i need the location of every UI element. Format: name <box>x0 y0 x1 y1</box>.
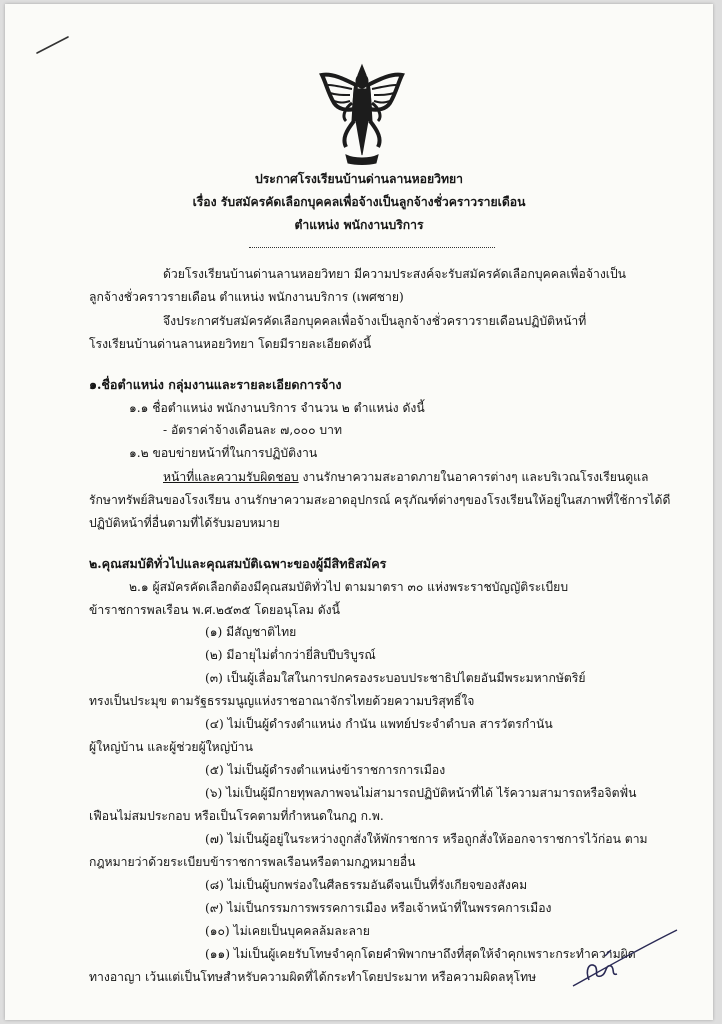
pen-mark <box>35 34 71 56</box>
announcement-subject: เรื่อง รับสมัครคัดเลือกบุคคลเพื่อจ้างเป็นลูกจ้างชั่วคราวรายเดือน <box>192 195 526 209</box>
duties-line: รักษาทรัพย์สินของโรงเรียน งานรักษาความสะอาดอุปกรณ์ ครุภัณฑ์ต่างๆของโรงเรียนให้อยู่ในสภาพที่ใช้การได้ดี <box>89 493 671 507</box>
section-2-line: ๒.๑ ผู้สมัครคัดเลือกต้องมีคุณสมบัติทั่วไป ตามมาตรา ๓๐ แห่งพระราชบัญญัติระเบียบ <box>129 580 569 594</box>
section-2-heading: ๒.คุณสมบัติทั่วไปและคุณสมบัติเฉพาะของผู้มีสิทธิสมัคร <box>89 556 387 571</box>
qualification-item: ทางอาญา เว้นแต่เป็นโทษสำหรับความผิดที่ได้กระทำโดยประมาท หรือความผิดลหุโทษ <box>89 970 537 984</box>
qualification-item: (๕) ไม่เป็นผู้ดำรงตำแหน่งข้าราชการการเมือง <box>205 763 446 777</box>
garuda-emblem-icon <box>316 59 408 169</box>
announcement-position: ตำแหน่ง พนักงานบริการ <box>294 218 424 232</box>
qualification-item: กฎหมายว่าด้วยระเบียบข้าราชการพลเรือนหรือตามกฎหมายอื่น <box>89 855 416 869</box>
section-2-line: ข้าราชการพลเรือน พ.ศ.๒๕๓๕ โดยอนุโลม ดังนี้ <box>89 603 340 617</box>
announcement-title: ประกาศโรงเรียนบ้านด่านลานหอยวิทยา <box>254 172 463 186</box>
qualification-item: (๑) มีสัญชาติไทย <box>205 625 297 639</box>
intro-line: ลูกจ้างชั่วคราวรายเดือน ตำแหน่ง พนักงานบริการ (เพศชาย) <box>89 290 404 304</box>
document-page <box>5 4 713 1020</box>
qualification-item: (๒) มีอายุไม่ต่ำกว่ายี่สิบปีบริบูรณ์ <box>205 648 376 662</box>
dotted-divider <box>249 247 495 248</box>
qualification-item: ทรงเป็นประมุข ตามรัฐธรรมนูญแห่งราชอาณาจักรไทยด้วยความบริสุทธิ์ใจ <box>89 694 475 708</box>
duties-label: หน้าที่และความรับผิดชอบ <box>163 470 299 484</box>
handwritten-signature <box>565 922 685 992</box>
duties-text: งานรักษาความสะอาดภายในอาคารต่างๆ และบริเวณโรงเรียนดูแล <box>298 470 649 484</box>
section-1-heading: ๑.ชื่อตำแหน่ง กลุ่มงานและรายละเอียดการจ้าง <box>89 377 342 392</box>
qualification-item: เฟือนไม่สมประกอบ หรือเป็นโรคตามที่กำหนดในกฎ ก.พ. <box>89 809 384 823</box>
section-1-line: ๑.๒ ขอบข่ายหน้าที่ในการปฏิบัติงาน <box>129 446 318 460</box>
qualification-item: (๔) ไม่เป็นผู้ดำรงตำแหน่ง กำนัน แพทย์ประจำตำบล สารวัตรกำนัน <box>205 717 553 731</box>
intro-line: ด้วยโรงเรียนบ้านด่านลานหอยวิทยา มีความประสงค์จะรับสมัครคัดเลือกบุคคลเพื่อจ้างเป็น <box>163 267 627 281</box>
intro-line: โรงเรียนบ้านด่านลานหอยวิทยา โดยมีรายละเอียดดังนี้ <box>89 337 372 351</box>
qualification-item: (๗) ไม่เป็นผู้อยู่ในระหว่างถูกสั่งให้พักราชการ หรือถูกสั่งให้ออกจาราชการไว้ก่อน ตาม <box>205 832 648 846</box>
qualification-item: (๑๐) ไม่เคยเป็นบุคคลล้มละลาย <box>205 924 370 938</box>
duties-line: ปฏิบัติหน้าที่อื่นตามที่ได้รับมอบหมาย <box>89 516 280 530</box>
intro-line: จึงประกาศรับสมัครคัดเลือกบุคคลเพื่อจ้างเป็นลูกจ้างชั่วคราวรายเดือนปฏิบัติหน้าที่ <box>163 314 587 328</box>
qualification-item: (๘) ไม่เป็นผู้บกพร่องในศีลธรรมอันดีจนเป็นที่รังเกียจของสังคม <box>205 878 528 892</box>
qualification-item: (๙) ไม่เป็นกรรมการพรรคการเมือง หรือเจ้าหน้าที่ในพรรคการเมือง <box>205 901 552 915</box>
qualification-item: (๓) เป็นผู้เลื่อมใสในการปกครองระบอบประชาธิปไตยอันมีพระมหากษัตริย์ <box>205 671 586 685</box>
section-1-line: - อัตราค่าจ้างเดือนละ ๗,๐๐๐ บาท <box>163 423 343 437</box>
qualification-item: (๖) ไม่เป็นผู้มีกายทุพลภาพจนไม่สามารถปฏิบัติหน้าที่ได้ ไร้ความสามารถหรือจิตฟั่น <box>205 786 637 800</box>
qualification-item: (๑๑) ไม่เป็นผู้เคยรับโทษจำคุกโดยคำพิพากษาถึงที่สุดให้จำคุกเพราะกระทำความผิด <box>205 947 636 961</box>
section-1-line: ๑.๑ ชื่อตำแหน่ง พนักงานบริการ จำนวน ๒ ตำแหน่ง ดังนี้ <box>129 401 425 415</box>
qualification-item: ผู้ใหญ่บ้าน และผู้ช่วยผู้ใหญ่บ้าน <box>89 740 253 754</box>
duties-line <box>163 469 648 485</box>
